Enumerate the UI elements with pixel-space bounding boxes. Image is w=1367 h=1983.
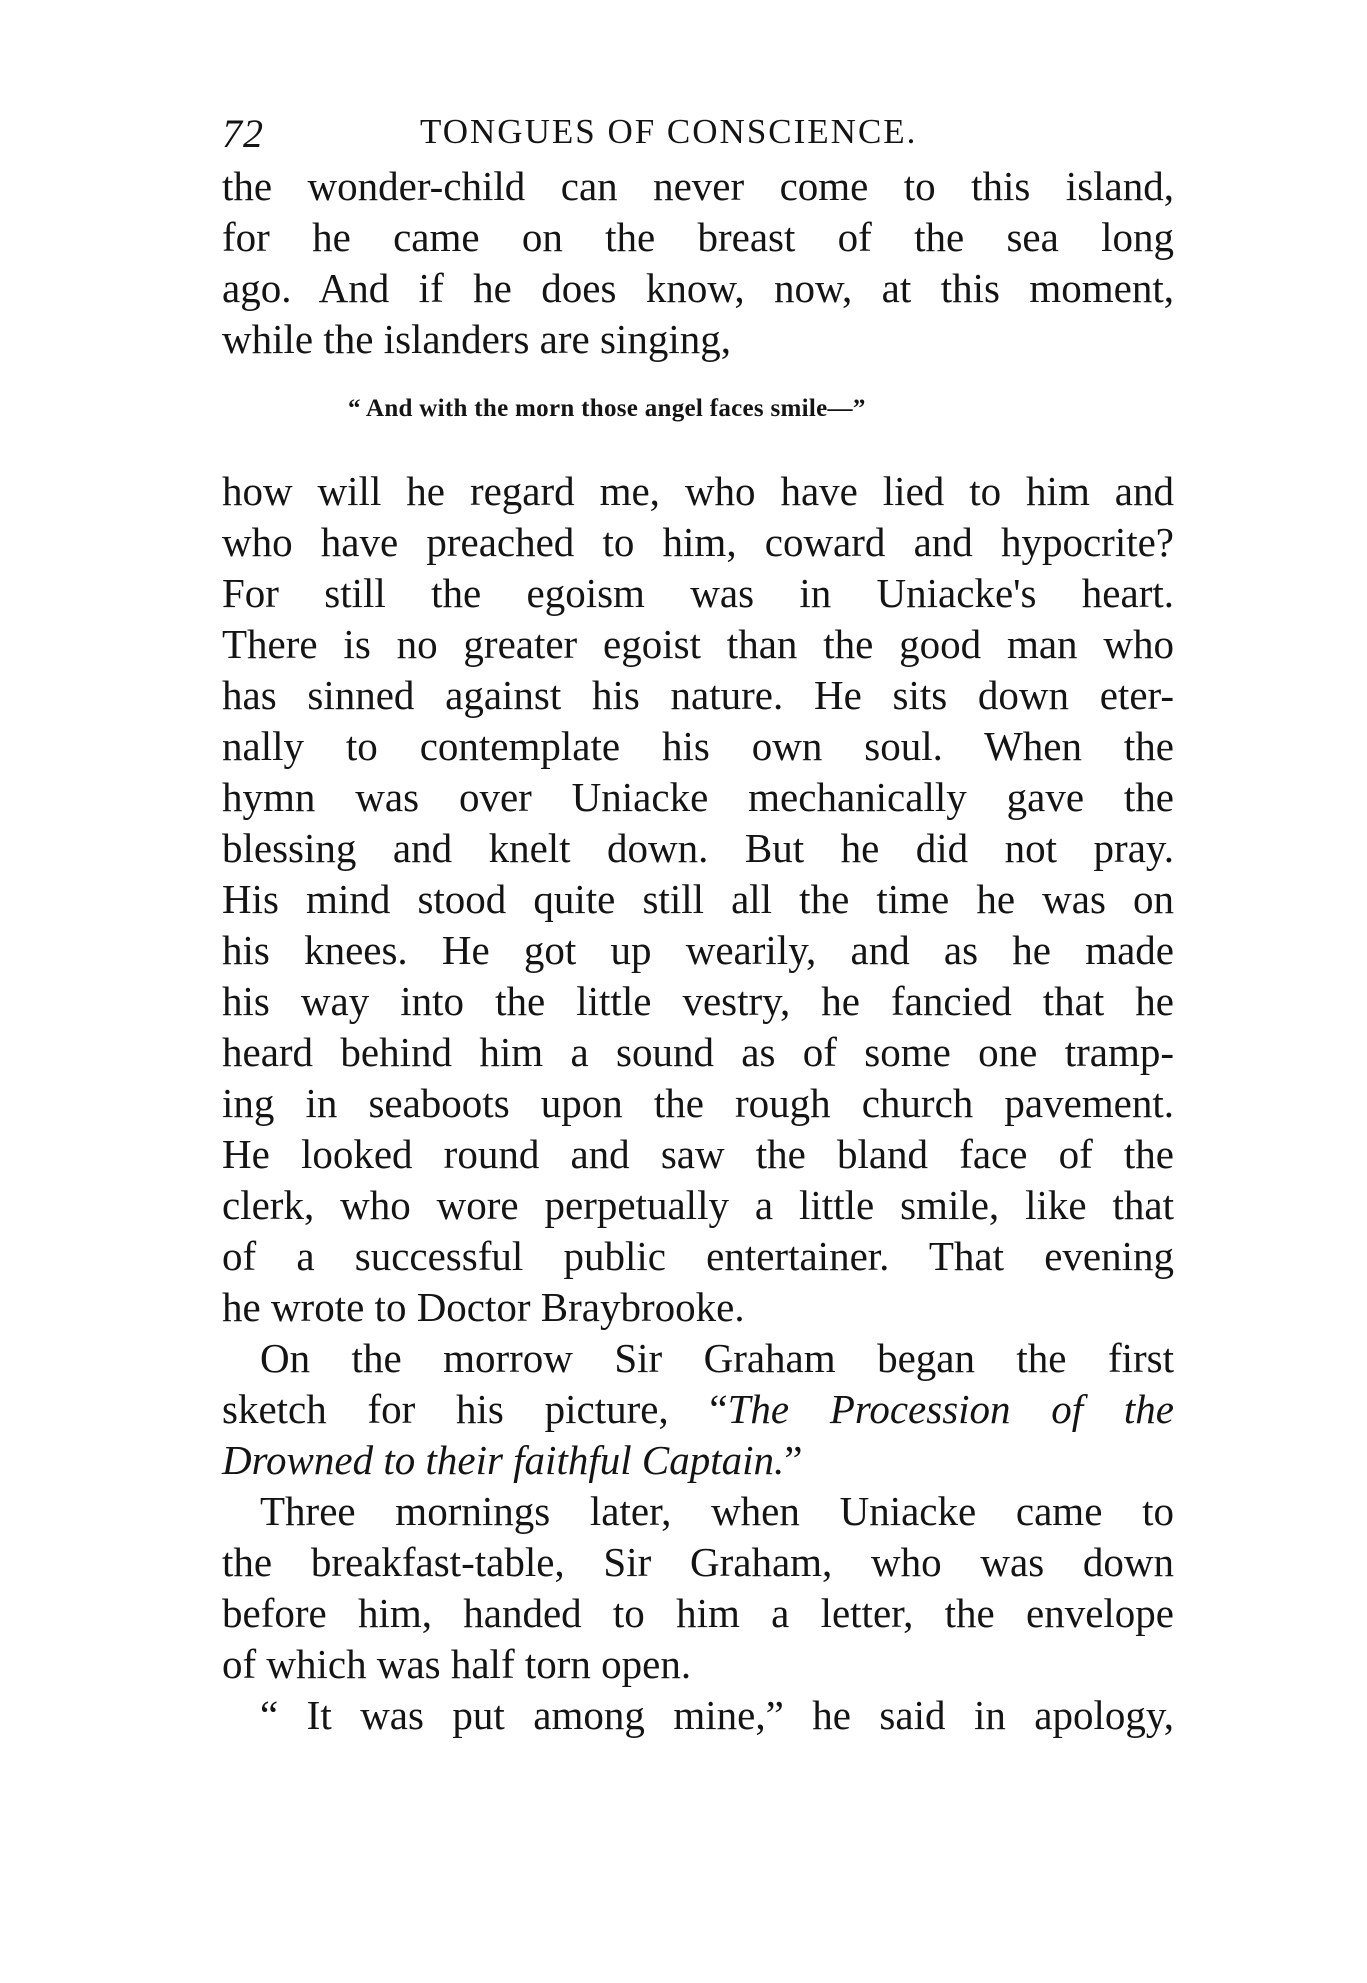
text-line: ago. And if he does know, now, at this moment, [222, 265, 1174, 311]
text-run: ” [784, 1437, 803, 1483]
book-page [222, 110, 1174, 1741]
paragraph-1 [222, 161, 1174, 365]
text-run: sketch for his picture, “ [222, 1386, 728, 1432]
text-line: his way into the little vestry, he fancied that he [222, 978, 1174, 1024]
text-line: who have preached to him, coward and hypocrite? [222, 519, 1174, 565]
text-line: hymn was over Uniacke mechanically gave the [222, 774, 1174, 820]
text-line [222, 1435, 1174, 1486]
text-line: ing in seaboots upon the rough church pavement. [222, 1080, 1174, 1126]
text-line: heard behind him a sound as of some one tramp- [222, 1029, 1174, 1075]
text-line: On the morrow Sir Graham began the first [260, 1335, 1174, 1381]
text-line [222, 1384, 1174, 1435]
paragraph-4 [222, 1486, 1174, 1690]
text-line: while the islanders are singing, [222, 316, 731, 362]
text-line: the wonder-child can never come to this island, [222, 163, 1174, 209]
running-title: TONGUES OF CONSCIENCE. [420, 112, 918, 151]
body-text [222, 161, 1174, 1741]
text-line: “ It was put among mine,” he said in apology, [260, 1692, 1174, 1738]
verse-quotation: “ And with the morn those angel faces smile—” [348, 395, 866, 422]
text-line: He looked round and saw the bland face of the [222, 1131, 1174, 1177]
text-line: the breakfast-table, Sir Graham, who was down [222, 1539, 1174, 1585]
paragraph-5 [222, 1690, 1174, 1741]
text-line: Three mornings later, when Uniacke came to [260, 1488, 1174, 1534]
text-line: of a successful public entertainer. That evening [222, 1233, 1174, 1279]
text-line: for he came on the breast of the sea long [222, 214, 1174, 260]
text-line: he wrote to Doctor Braybrooke. [222, 1284, 745, 1330]
text-line: before him, handed to him a letter, the envelope [222, 1590, 1174, 1636]
page-number: 72 [222, 111, 264, 156]
text-line: nally to contemplate his own soul. When the [222, 723, 1174, 769]
picture-title: The Procession of the [727, 1386, 1174, 1432]
paragraph-3 [222, 1333, 1174, 1486]
text-line: His mind stood quite still all the time he was on [222, 876, 1174, 922]
text-line: There is no greater egoist than the good man who [222, 621, 1174, 667]
text-line: his knees. He got up wearily, and as he made [222, 927, 1174, 973]
text-line: For still the egoism was in Uniacke's heart. [222, 570, 1174, 616]
text-line: has sinned against his nature. He sits down eter- [222, 672, 1174, 718]
paragraph-2 [222, 466, 1174, 1333]
text-line: of which was half torn open. [222, 1641, 692, 1687]
text-line: how will he regard me, who have lied to him and [222, 468, 1174, 514]
text-line: clerk, who wore perpetually a little smile, like that [222, 1182, 1174, 1228]
running-head [222, 110, 1174, 158]
text-line: blessing and knelt down. But he did not pray. [222, 825, 1174, 871]
picture-title: Drowned to their faithful Captain. [222, 1437, 785, 1483]
